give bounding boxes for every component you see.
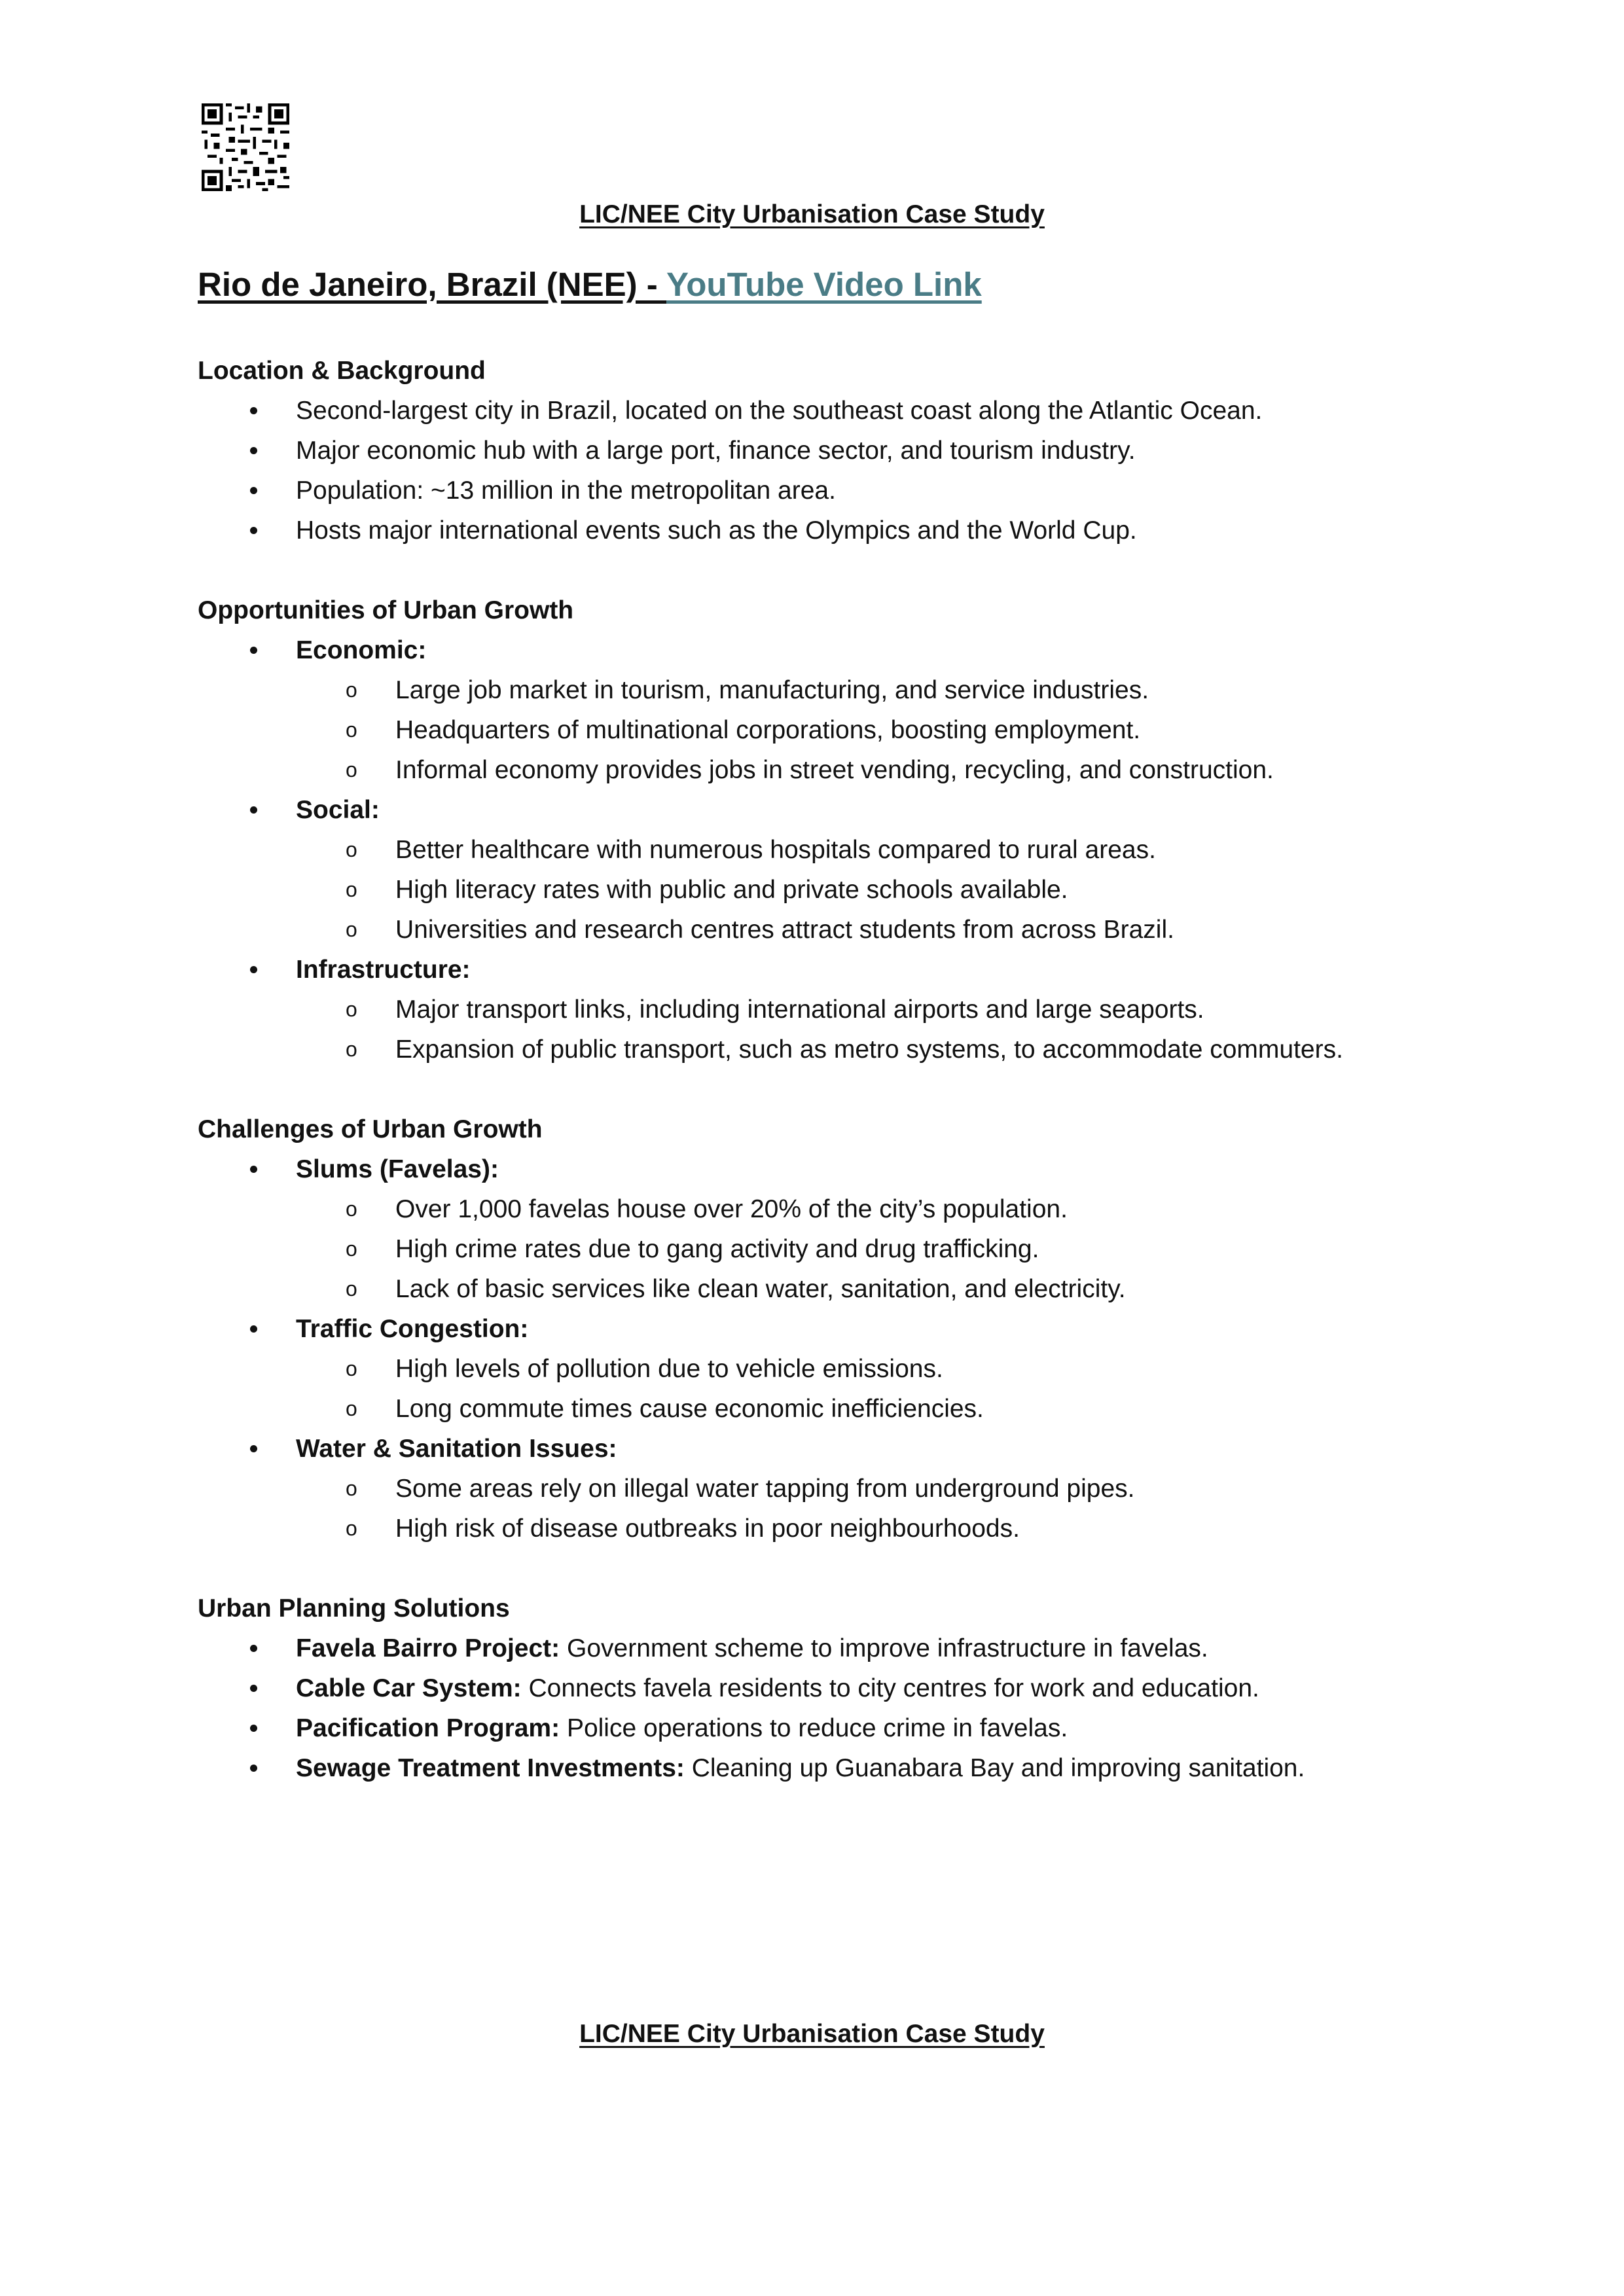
sub-list-item: o High risk of disease outbreaks in poor neighbourhoods.	[198, 1509, 1507, 1549]
section-heading: Urban Planning Solutions	[198, 1594, 510, 1623]
list-item: Population: ~13 million in the metropolitan area.	[198, 471, 1507, 511]
sub-list-item: o Headquarters of multinational corporations, boosting employment.	[198, 710, 1507, 750]
city-heading: Rio de Janeiro, Brazil (NEE) -	[198, 266, 667, 303]
section-heading: Location & Background	[198, 357, 486, 385]
sub-list-item: o Universities and research centres attract students from across Brazil.	[198, 910, 1507, 950]
solution-label: Cable Car System:	[296, 1674, 522, 1702]
sub-list-item: o Large job market in tourism, manufacturing, and service industries.	[198, 670, 1507, 710]
section-heading: Challenges of Urban Growth	[198, 1115, 543, 1143]
category-label: Slums (Favelas):	[198, 1149, 1507, 1189]
sub-list-item: o Expansion of public transport, such as metro systems, to accommodate commuters.	[198, 1030, 1507, 1069]
list-item: Second-largest city in Brazil, located on the southeast coast along the Atlantic Ocean.	[198, 391, 1507, 431]
main-heading	[198, 262, 982, 308]
solutions-section	[198, 1588, 1507, 1788]
sub-list-item: o High levels of pollution due to vehicle emissions.	[198, 1349, 1507, 1389]
solution-text: Police operations to reduce crime in favelas.	[560, 1714, 1068, 1742]
solution-text: Connects favela residents to city centres for work and education.	[521, 1674, 1259, 1702]
sub-list-item: o Better healthcare with numerous hospitals compared to rural areas.	[198, 830, 1507, 870]
category-label: Traffic Congestion:	[198, 1309, 1507, 1349]
sub-list-item: o Lack of basic services like clean water, sanitation, and electricity.	[198, 1269, 1507, 1309]
page-title-repeat: LIC/NEE City Urbanisation Case Study	[579, 2020, 1045, 2048]
sub-list-item: o Long commute times cause economic inefficiencies.	[198, 1389, 1507, 1429]
challenges-list	[198, 1149, 1507, 1549]
youtube-video-link[interactable]: YouTube Video Link	[666, 266, 982, 303]
list-item	[198, 1668, 1507, 1708]
opportunities-section	[198, 590, 1507, 1069]
solution-label: Sewage Treatment Investments:	[296, 1754, 685, 1782]
sub-list-item: o Informal economy provides jobs in street vending, recycling, and construction.	[198, 750, 1507, 790]
category-label: Water & Sanitation Issues:	[198, 1429, 1507, 1469]
sub-list-item: o High literacy rates with public and private schools available.	[198, 870, 1507, 910]
sub-list-item: o Some areas rely on illegal water tapping from underground pipes.	[198, 1469, 1507, 1509]
challenges-section	[198, 1109, 1507, 1549]
sub-list-item: o Major transport links, including international airports and large seaports.	[198, 990, 1507, 1030]
list-item	[198, 1628, 1507, 1668]
list-item	[198, 1748, 1507, 1788]
page-title: LIC/NEE City Urbanisation Case Study	[579, 200, 1045, 228]
document-body	[198, 351, 1507, 1828]
solution-text: Government scheme to improve infrastructure in favelas.	[560, 1634, 1208, 1662]
solution-label: Favela Bairro Project:	[296, 1634, 560, 1662]
solution-text: Cleaning up Guanabara Bay and improving sanitation.	[684, 1754, 1305, 1782]
list-item: Major economic hub with a large port, finance sector, and tourism industry.	[198, 431, 1507, 471]
qr-code-icon	[202, 103, 289, 191]
section-heading: Opportunities of Urban Growth	[198, 596, 574, 624]
list-item: Hosts major international events such as the Olympics and the World Cup.	[198, 511, 1507, 550]
sub-list-item: o Over 1,000 favelas house over 20% of the city’s population.	[198, 1189, 1507, 1229]
category-label: Infrastructure:	[198, 950, 1507, 990]
sub-list-item: o High crime rates due to gang activity and drug trafficking.	[198, 1229, 1507, 1269]
location-list	[198, 391, 1507, 550]
location-section	[198, 351, 1507, 550]
opportunities-list	[198, 630, 1507, 1069]
solutions-list	[198, 1628, 1507, 1788]
solution-label: Pacification Program:	[296, 1714, 560, 1742]
category-label: Economic:	[198, 630, 1507, 670]
category-label: Social:	[198, 790, 1507, 830]
list-item	[198, 1708, 1507, 1748]
